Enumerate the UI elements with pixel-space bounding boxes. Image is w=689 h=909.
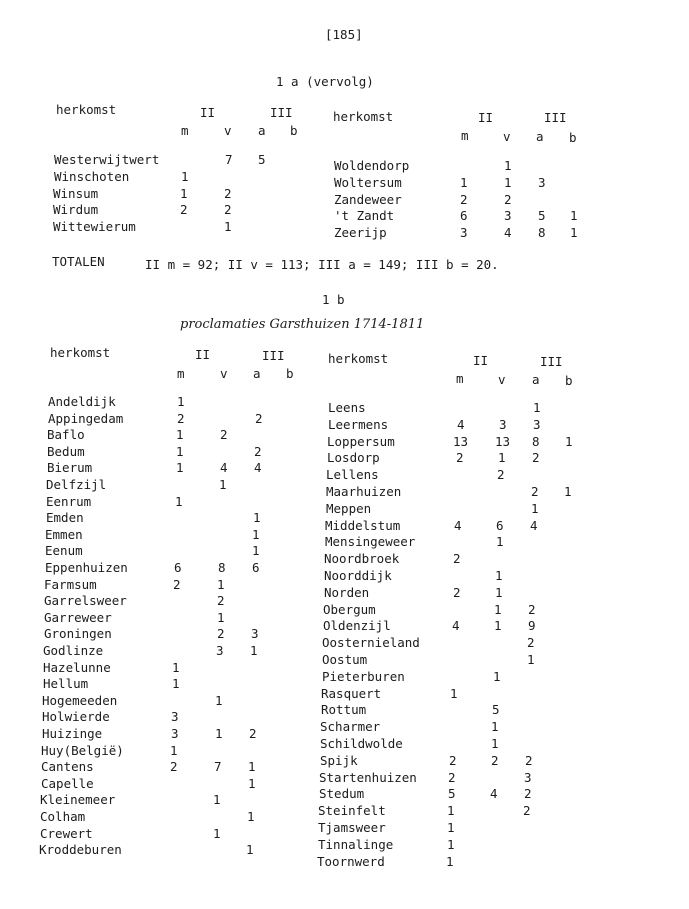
- value-b: 1: [570, 225, 578, 240]
- col-header-v: v: [220, 366, 228, 381]
- place-name: Zandeweer: [334, 192, 402, 207]
- value-a: 1: [527, 652, 535, 667]
- value-m: 2: [453, 585, 461, 600]
- value-m: 2: [448, 770, 456, 785]
- col-header-b: b: [286, 366, 294, 381]
- value-v: 1: [504, 158, 512, 173]
- page-number: [185]: [325, 27, 363, 42]
- place-name: Emmen: [45, 527, 83, 542]
- place-name: Woltersum: [334, 175, 402, 190]
- place-name: Toornwerd: [317, 854, 385, 869]
- col-header-v: v: [224, 123, 232, 138]
- value-v: 1: [224, 219, 232, 234]
- col-header-a: a: [532, 372, 540, 387]
- value-a: 3: [533, 417, 541, 432]
- value-v: 8: [218, 560, 226, 575]
- place-name: Norden: [324, 585, 370, 600]
- totals-label: TOTALEN: [52, 254, 105, 269]
- place-name: Maarhuizen: [326, 484, 402, 499]
- place-name: Capelle: [41, 776, 94, 791]
- value-v: 7: [225, 152, 233, 167]
- place-name: Farmsum: [44, 577, 97, 592]
- value-a: 1: [248, 759, 256, 774]
- place-name: Obergum: [323, 602, 376, 617]
- value-v: 1: [493, 669, 501, 684]
- col-header-b: b: [290, 123, 298, 138]
- value-m: 1: [180, 186, 188, 201]
- value-v: 6: [496, 518, 504, 533]
- value-a: 1: [246, 842, 254, 857]
- place-name: Hellum: [43, 676, 89, 691]
- col-header-III: III: [270, 105, 293, 120]
- col-header-II: II: [195, 347, 211, 362]
- value-m: 6: [174, 560, 182, 575]
- value-a: 1: [247, 809, 255, 824]
- value-v: 1: [213, 826, 221, 841]
- value-a: 5: [538, 208, 546, 223]
- value-m: 1: [447, 837, 455, 852]
- value-m: 4: [454, 518, 462, 533]
- place-name: Eenum: [45, 543, 83, 558]
- col-header-herkomst: herkomst: [333, 109, 394, 124]
- place-name: Oldenzijl: [323, 618, 391, 633]
- place-name: Appingedam: [48, 411, 124, 426]
- place-name: Noorddijk: [324, 568, 392, 583]
- value-m: 1: [460, 175, 468, 190]
- place-name: Oosternieland: [322, 635, 420, 650]
- value-m: 3: [171, 726, 179, 741]
- value-a: 8: [532, 434, 540, 449]
- col-header-II: II: [478, 110, 494, 125]
- place-name: Spijk: [320, 753, 358, 768]
- value-v: 4: [220, 460, 228, 475]
- value-a: 1: [250, 643, 258, 658]
- value-a: 6: [252, 560, 260, 575]
- value-v: 1: [217, 577, 225, 592]
- value-m: 5: [448, 786, 456, 801]
- place-name: Eenrum: [46, 494, 92, 509]
- col-header-III: III: [262, 348, 285, 363]
- value-v: 1: [498, 450, 506, 465]
- value-v: 2: [217, 593, 225, 608]
- value-m: 6: [460, 208, 468, 223]
- value-a: 4: [530, 518, 538, 533]
- col-header-III: III: [540, 354, 563, 369]
- place-name: Bedum: [47, 444, 85, 459]
- col-header-III: III: [544, 110, 567, 125]
- value-v: 2: [491, 753, 499, 768]
- value-m: 1: [175, 494, 183, 509]
- place-name: Mensingeweer: [325, 534, 416, 549]
- value-a: 1: [252, 543, 260, 558]
- place-name: Cantens: [41, 759, 94, 774]
- value-v: 1: [494, 602, 502, 617]
- value-m: 13: [453, 434, 469, 449]
- value-v: 2: [497, 467, 505, 482]
- place-name: Steinfelt: [318, 803, 386, 818]
- place-name: Lellens: [326, 467, 379, 482]
- col-header-b: b: [565, 373, 573, 388]
- place-name: Delfzijl: [46, 477, 107, 492]
- value-v: 2: [224, 202, 232, 217]
- place-name: Woldendorp: [334, 158, 410, 173]
- value-m: 1: [170, 743, 178, 758]
- value-v: 1: [494, 618, 502, 633]
- place-name: Kleinemeer: [40, 792, 116, 807]
- value-v: 1: [496, 534, 504, 549]
- value-v: 3: [499, 417, 507, 432]
- value-b: 1: [570, 208, 578, 223]
- value-a: 2: [528, 602, 536, 617]
- col-header-II: II: [200, 105, 216, 120]
- value-m: 2: [170, 759, 178, 774]
- value-a: 1: [533, 400, 541, 415]
- col-header-b: b: [569, 130, 577, 145]
- place-name: Scharmer: [320, 719, 381, 734]
- place-name: Garreweer: [44, 610, 112, 625]
- place-name: Holwierde: [42, 709, 110, 724]
- col-header-m: m: [461, 128, 469, 143]
- place-name: Leens: [328, 400, 366, 415]
- value-a: 1: [252, 527, 260, 542]
- col-header-II: II: [473, 353, 489, 368]
- place-name: Noordbroek: [324, 551, 400, 566]
- value-v: 1: [504, 175, 512, 190]
- value-a: 2: [531, 484, 539, 499]
- value-v: 1: [495, 585, 503, 600]
- place-name: Meppen: [326, 501, 372, 516]
- value-m: 2: [173, 577, 181, 592]
- place-name: Loppersum: [327, 434, 395, 449]
- place-name: Stedum: [319, 786, 365, 801]
- place-name: Wittewierum: [53, 219, 136, 234]
- value-m: 2: [449, 753, 457, 768]
- value-m: 2: [453, 551, 461, 566]
- value-a: 2: [532, 450, 540, 465]
- value-a: 2: [527, 635, 535, 650]
- col-header-m: m: [456, 371, 464, 386]
- place-name: Wirdum: [53, 202, 99, 217]
- place-name: Huy(België): [41, 743, 124, 758]
- value-m: 1: [447, 803, 455, 818]
- place-name: Winsum: [53, 186, 99, 201]
- value-a: 1: [531, 501, 539, 516]
- place-name: Groningen: [44, 626, 112, 641]
- value-a: 3: [538, 175, 546, 190]
- section-b-subtitle: proclamaties Garsthuizen 1714-1811: [180, 317, 425, 332]
- place-name: Losdorp: [327, 450, 380, 465]
- value-m: 1: [447, 820, 455, 835]
- place-name: Tjamsweer: [318, 820, 386, 835]
- place-name: Middelstum: [325, 518, 401, 533]
- place-name: Oostum: [322, 652, 368, 667]
- value-a: 2: [249, 726, 257, 741]
- place-name: Colham: [40, 809, 86, 824]
- place-name: Rottum: [321, 702, 367, 717]
- value-m: 1: [172, 660, 180, 675]
- value-b: 1: [564, 484, 572, 499]
- place-name: Tinnalinge: [318, 837, 394, 852]
- value-a: 9: [528, 618, 536, 633]
- value-a: 3: [524, 770, 532, 785]
- place-name: Crewert: [40, 826, 93, 841]
- value-v: 1: [215, 726, 223, 741]
- value-m: 4: [452, 618, 460, 633]
- place-name: Pieterburen: [322, 669, 405, 684]
- value-v: 5: [492, 702, 500, 717]
- place-name: Emden: [46, 510, 84, 525]
- col-header-a: a: [253, 366, 261, 381]
- value-v: 1: [213, 792, 221, 807]
- place-name: Leermens: [328, 417, 389, 432]
- place-name: 't Zandt: [334, 208, 395, 223]
- col-header-m: m: [177, 366, 185, 381]
- place-name: Andeldijk: [48, 394, 116, 409]
- col-header-herkomst: herkomst: [328, 351, 389, 366]
- value-b: 1: [565, 434, 573, 449]
- place-name: Eppenhuizen: [45, 560, 128, 575]
- place-name: Rasquert: [321, 686, 382, 701]
- value-a: 1: [253, 510, 261, 525]
- place-name: Baflo: [47, 427, 85, 442]
- col-header-a: a: [536, 129, 544, 144]
- value-v: 3: [504, 208, 512, 223]
- value-m: 1: [176, 460, 184, 475]
- col-header-herkomst: herkomst: [50, 345, 111, 360]
- value-m: 1: [172, 676, 180, 691]
- col-header-v: v: [503, 129, 511, 144]
- value-v: 2: [220, 427, 228, 442]
- value-a: 1: [248, 776, 256, 791]
- value-v: 4: [490, 786, 498, 801]
- col-header-herkomst: herkomst: [56, 102, 117, 117]
- place-name: Zeerijp: [334, 225, 387, 240]
- col-header-v: v: [498, 372, 506, 387]
- place-name: Schildwolde: [320, 736, 403, 751]
- value-m: 1: [177, 394, 185, 409]
- value-m: 1: [181, 169, 189, 184]
- value-a: 2: [525, 753, 533, 768]
- value-v: 3: [216, 643, 224, 658]
- place-name: Kroddeburen: [39, 842, 122, 857]
- col-header-m: m: [181, 123, 189, 138]
- value-m: 3: [171, 709, 179, 724]
- value-m: 2: [180, 202, 188, 217]
- place-name: Hogemeeden: [42, 693, 118, 708]
- value-m: 2: [177, 411, 185, 426]
- value-m: 1: [450, 686, 458, 701]
- value-v: 13: [495, 434, 511, 449]
- value-v: 1: [219, 477, 227, 492]
- place-name: Godlinze: [43, 643, 104, 658]
- value-m: 2: [456, 450, 464, 465]
- place-name: Bierum: [47, 460, 93, 475]
- place-name: Westerwijtwert: [54, 152, 160, 167]
- section-b-title: 1 b: [322, 292, 345, 307]
- value-a: 2: [255, 411, 263, 426]
- value-v: 1: [491, 719, 499, 734]
- value-v: 1: [495, 568, 503, 583]
- value-a: 4: [254, 460, 262, 475]
- value-m: 2: [460, 192, 468, 207]
- value-v: 2: [217, 626, 225, 641]
- totals-text: II m = 92; II v = 113; III a = 149; III b = 20.: [145, 257, 499, 272]
- value-a: 2: [524, 786, 532, 801]
- value-m: 3: [460, 225, 468, 240]
- section-a-title: 1 a (vervolg): [276, 74, 374, 89]
- value-a: 5: [258, 152, 266, 167]
- value-m: 1: [446, 854, 454, 869]
- value-m: 1: [176, 444, 184, 459]
- value-a: 8: [538, 225, 546, 240]
- value-v: 4: [504, 225, 512, 240]
- value-a: 2: [254, 444, 262, 459]
- place-name: Huizinge: [42, 726, 103, 741]
- place-name: Winschoten: [54, 169, 130, 184]
- value-v: 2: [224, 186, 232, 201]
- col-header-a: a: [258, 123, 266, 138]
- place-name: Hazelunne: [43, 660, 111, 675]
- place-name: Startenhuizen: [319, 770, 417, 785]
- value-a: 2: [523, 803, 531, 818]
- value-v: 1: [215, 693, 223, 708]
- value-v: 2: [504, 192, 512, 207]
- value-m: 1: [176, 427, 184, 442]
- place-name: Garrelsweer: [44, 593, 127, 608]
- value-v: 1: [217, 610, 225, 625]
- value-v: 1: [491, 736, 499, 751]
- value-a: 3: [251, 626, 259, 641]
- value-m: 4: [457, 417, 465, 432]
- value-v: 7: [214, 759, 222, 774]
